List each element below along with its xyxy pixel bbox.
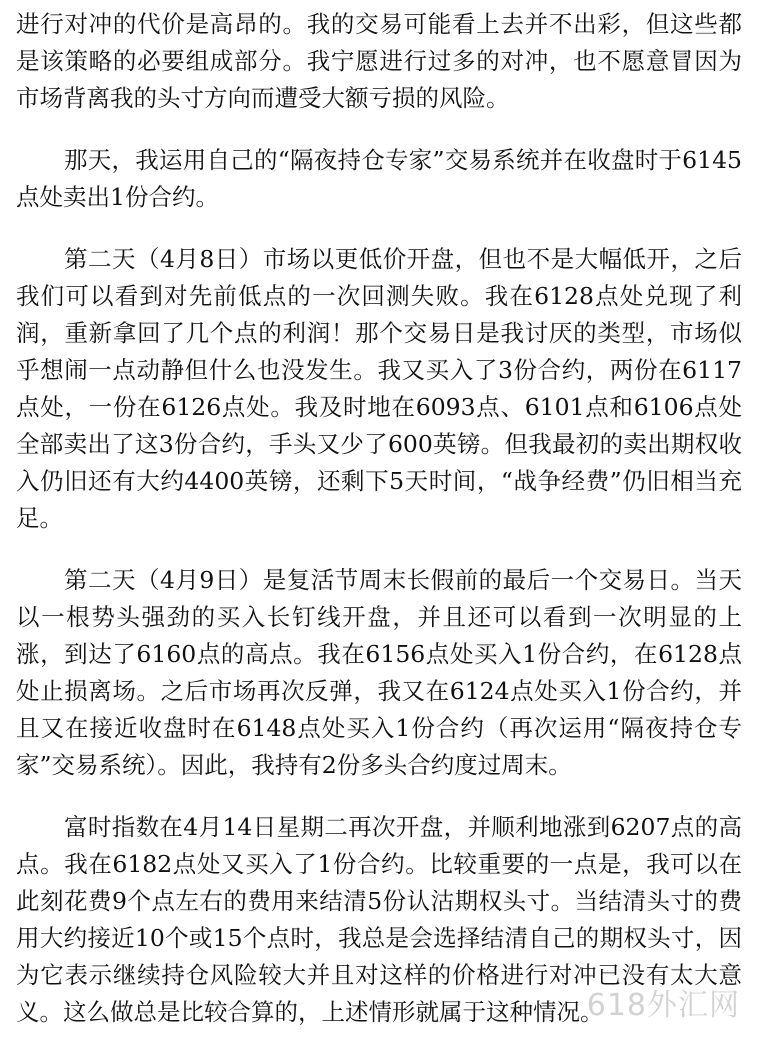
paragraph-2: 那天，我运用自己的“隔夜持仓专家”交易系统并在收盘时于6145点处卖出1份合约。 xyxy=(16,146,742,211)
watermark-logo: 618外汇网 xyxy=(586,988,740,1023)
paragraph-1: 进行对冲的代价是高昂的。我的交易可能看上去并不出彩，但这些都是该策略的必要组成部分。我宁愿进行过多的对冲，也不愿意冒因为市场背离我的头寸方向而遭受大额亏损的风险。 xyxy=(16,10,742,112)
paragraph-5: 富时指数在4月14日星期二再次开盘，并顺利地涨到6207点的高点。我在6182点处又买入了1份合约。比较重要的一点是，我可以在此刻花费9个点左右的费用来结清5份认沽期权头寸。当结清头寸的费用大约接近10个或15个点时，我总是会选择结清自己的期权头寸，因为它表示继续持仓风险较大并且对这样的价格进行对冲已没有太大意义。这么做总是比较合算的，上述情形就属于这种情况。 xyxy=(16,813,742,1026)
paragraph-4: 第二天（4月9日）是复活节周末长假前的最后一个交易日。当天以一根势头强劲的买入长钉线开盘，并且还可以看到一次明显的上涨，到达了6160点的高点。我在6156点处买入1份合约，在6128点处止损离场。之后市场再次反弹，我又在6124点处买入1份合约，并且又在接近收盘时在6148点处买入1份合约（再次运用“隔夜持仓专家”交易系统）。因此，我持有2份多头合约度过周末。 xyxy=(16,566,742,779)
document-body xyxy=(16,6,742,1056)
paragraph-3: 第二天（4月8日）市场以更低价开盘，但也不是大幅低开，之后我们可以看到对先前低点的一次回测失败。我在6128点处兑现了利润，重新拿回了几个点的利润！那个交易日是我讨厌的类型，市场似乎想闹一点动静但什么也没发生。我又买入了3份合约，两份在6117点处，一份在6126点处。我及时地在6093点、6101点和6106点处全部卖出了这3份合约，手头又少了600英镑。但我最初的卖出期权收入仍旧还有大约4400英镑，还剩下5天时间，“战争经费”仍旧相当充足。 xyxy=(16,245,742,532)
